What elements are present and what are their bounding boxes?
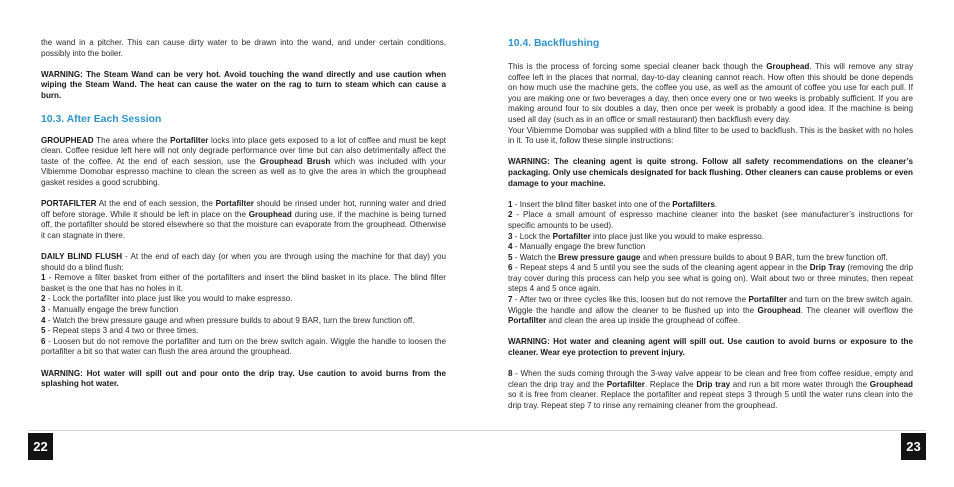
backflushing-intro: This is the process of forcing some special cleaner back though the Grouphead. This will remove any stray coffee left in the places that normal, day-to-day cleaning cannot reach. How often this should be done depends on how much use the machine gets, the coffee you use, as well as the amount of coffee you use for each pull. If you are making one or two beverages a day, then once every one or two weeks is probably sufficient. If you are making around four to six doubles a day, then once per week is probably a good idea. If the machine is being used all day (such as in an office or small restaurant) then backflush every day. [508,62,913,124]
page-number-left: 22 [28,433,53,460]
list-item: 5 - Watch the Brew pressure gauge and when pressure builds to about 9 BAR, turn the brew function off. [508,252,888,262]
intro-text: the wand in a pitcher. This can cause dirty water to be drawn into the wand, and under certain conditions, possibly into the boiler. [41,38,446,58]
list-item: 3 - Lock the Portafilter into place just like you would to make espresso. [508,231,765,241]
list-item: 3 - Manually engage the brew function [41,305,179,315]
cleaning-agent-warning: WARNING: The cleaning agent is quite strong. Follow all safety recommendations on the cleaner’s packaging. Only use chemicals designated for back flushing. Other cleaners can cause problems or even damage to your machine. [508,157,913,188]
list-item: 4 - Manually engage the brew function [508,242,646,252]
list-item: 8 - When the suds coming through the 3-way valve appear to be clean and free from coffee residue, empty and clean the drip tray and the Portafilter. Replace the Drip tray and run a bit more water through the Grouphead so it is free from cleaner. Replace the portafilter and repeat steps 3 through 5 until the water runs clean into the drip tray. Repeat step 7 to rinse any remaining cleaner from the grouphead. [508,369,913,410]
daily-blind-flush-intro: DAILY BLIND FLUSH - At the end of each day (or when you are through using the machine for that day) you should do a blind flush: [41,252,447,272]
list-item: 4 - Watch the brew pressure gauge and when pressure builds to about 9 BAR, turn the brew function off. [41,315,415,325]
steam-wand-warning: WARNING: The Steam Wand can be very hot. Avoid touching the wand directly and use caution when wiping the Steam Wand. The heat can cause the water on the rag to turn to steam which can cause a burn. [41,69,447,100]
portafilter-paragraph: PORTAFILTER At the end of each session, the Portafilter should be rinsed under hot, running water and dried off before storage. While it should be left in place on the Grouphead during use, if the machine is being turned off, the portafilter should be stored elsewhere so that the moisture can evaporate from the grouphead. Otherwise it can stagnate in there. [41,199,447,240]
hot-water-cleaner-warning: WARNING: Hot water and cleaning agent will spill out. Use caution to avoid burns or exposure to the cleaner. Wear eye protection to prevent injury. [508,337,913,358]
right-page [508,38,913,422]
left-page [41,38,446,400]
list-item: 6 - Repeat steps 4 and 5 until you see the suds of the cleaning agent appear in the Drip Tray (removing the drip tray cover during this process can help you see what is going on). Wait about two or three minutes, then repeat steps 4 and 5 once again. [508,263,913,294]
list-item: 6 - Loosen but do not remove the portafilter and turn on the brew switch again. Wiggle the handle to loosen the portafilter a bit so that water can flush the area around the grouphead. [41,336,446,357]
hot-water-warning: WARNING: Hot water will spill out and pour onto the drip tray. Use caution to avoid burns from the splashing hot water. [41,368,446,389]
list-item: 1 - Remove a filter basket from either of the portafilters and insert the blind basket in its place. The blind filter basket is the one that has no holes in it. [41,273,446,293]
list-item: 1 - Insert the blind filter basket into one of the Portafilters. [508,199,718,209]
section-heading-backflushing: 10.4. Backflushing [508,38,600,49]
list-item: 7 - After two or three cycles like this, loosen but do not remove the Portafilter and turn on the brew switch again. Wiggle the handle and allow the cleaner to be flushed up into the Grouphead. The cleaner will overflow the Portafilter and clean the area up inside the grouphead of coffee. [508,295,914,326]
footer-divider [28,430,926,431]
list-item: 5 - Repeat steps 3 and 4 two or three times. [41,326,199,336]
page-number-right: 23 [901,433,926,460]
blind-filter-note: Your Vibiemme Domobar was supplied with a blind filter to be used to backflush. This is the basket with no holes in it. To use it, follow these simple instructions: [508,125,913,146]
list-item: 2 - Lock the portafilter into place just like you would to make espresso. [41,294,293,304]
section-heading-after-each-session: 10.3. After Each Session [41,113,162,125]
list-item: 2 - Place a small amount of espresso machine cleaner into the basket (see manufacturer’s instructions for specific amounts to be used). [508,210,913,230]
grouphead-paragraph: GROUPHEAD The area where the Portafilter locks into place gets exposed to a lot of coffee and must be kept clean. Coffee residue left here will not only degrade performance over time but can also detrimentally affect the taste of the coffee. At the end of each session, use the Grouphead Brush which was included with your Vibiemme Domobar espresso machine to clean the screen as well as to give the area in which the grouphead gasket resides a good scrubbing. [41,135,447,187]
